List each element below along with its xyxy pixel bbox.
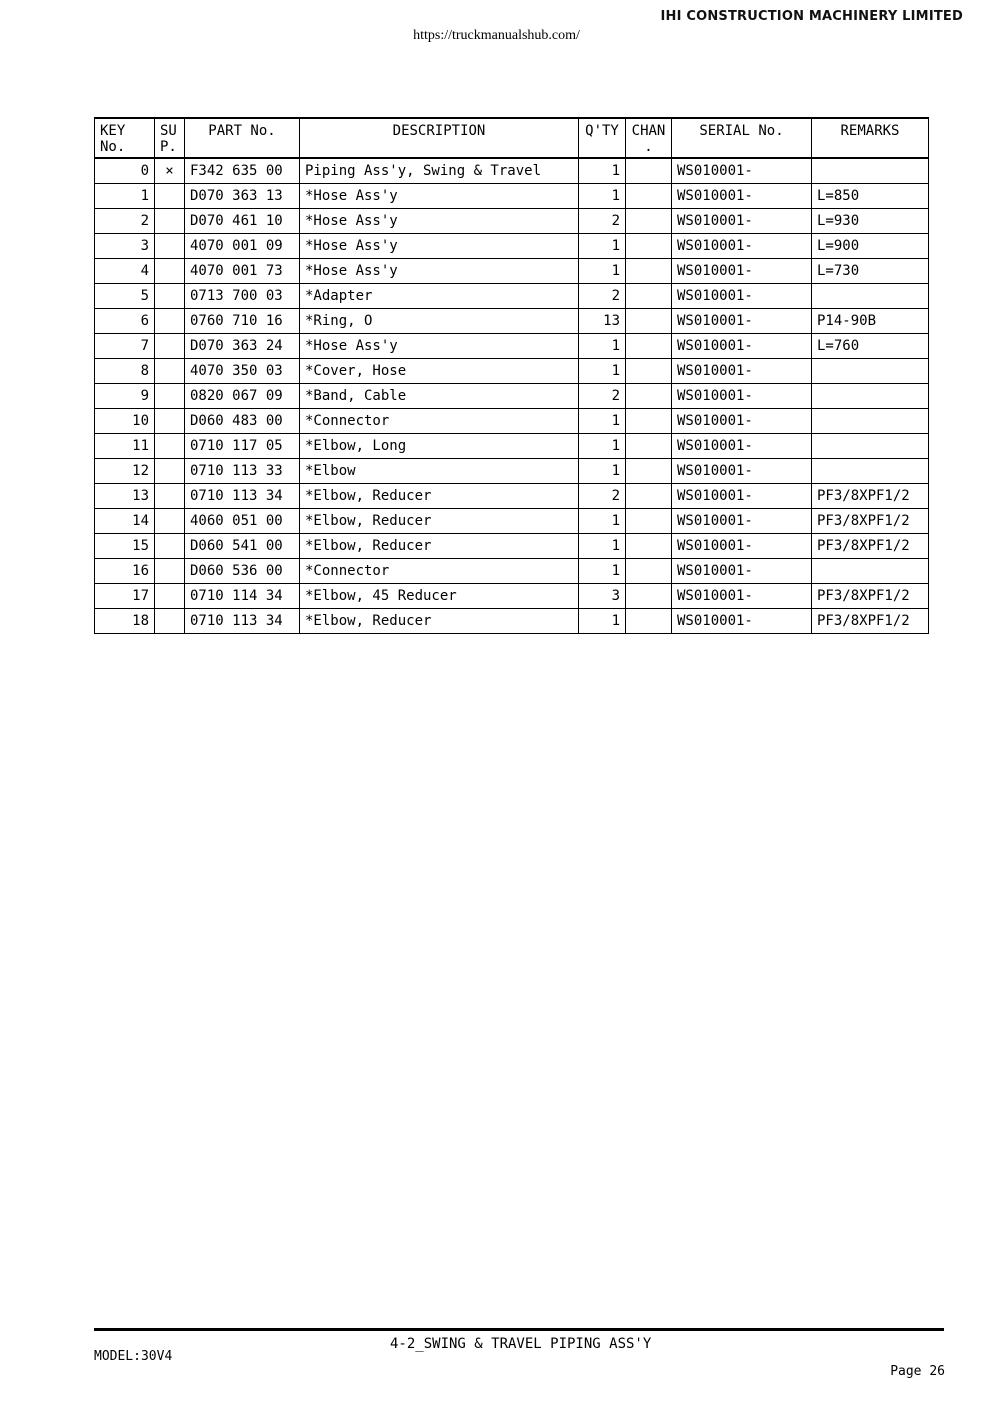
part-number-cell: 0710 113 33 — [185, 459, 300, 484]
part-number-cell: 0820 067 09 — [185, 384, 300, 409]
sup-cell — [155, 359, 185, 384]
change-cell — [626, 158, 672, 184]
description-cell: *Hose Ass'y — [300, 259, 579, 284]
table-row — [95, 534, 929, 559]
sup-cell — [155, 409, 185, 434]
remarks-cell — [812, 384, 929, 409]
quantity-cell: 1 — [579, 509, 626, 534]
table-row — [95, 209, 929, 234]
serial-number-cell: WS010001- — [672, 334, 812, 359]
serial-number-cell: WS010001- — [672, 584, 812, 609]
quantity-cell: 13 — [579, 309, 626, 334]
serial-number-cell: WS010001- — [672, 359, 812, 384]
change-cell — [626, 609, 672, 634]
key-cell: 11 — [95, 434, 155, 459]
column-header-qty — [579, 118, 626, 158]
change-cell — [626, 534, 672, 559]
table-row — [95, 409, 929, 434]
change-cell — [626, 309, 672, 334]
part-number-cell: 0710 114 34 — [185, 584, 300, 609]
description-cell: *Elbow, Reducer — [300, 609, 579, 634]
quantity-cell: 2 — [579, 484, 626, 509]
description-cell: Piping Ass'y, Swing & Travel — [300, 158, 579, 184]
column-header-description — [300, 118, 579, 158]
key-cell: 18 — [95, 609, 155, 634]
key-cell: 4 — [95, 259, 155, 284]
serial-number-cell: WS010001- — [672, 609, 812, 634]
column-header-part-no — [185, 118, 300, 158]
column-header-sup — [155, 118, 185, 158]
column-header-chan — [626, 118, 672, 158]
quantity-cell: 1 — [579, 334, 626, 359]
sup-cell — [155, 384, 185, 409]
quantity-cell: 3 — [579, 584, 626, 609]
description-cell: *Elbow, Reducer — [300, 484, 579, 509]
part-number-cell: 4070 001 09 — [185, 234, 300, 259]
description-cell: *Hose Ass'y — [300, 184, 579, 209]
description-cell: *Elbow, Reducer — [300, 509, 579, 534]
column-header-line: No. — [100, 139, 126, 155]
description-cell: *Hose Ass'y — [300, 209, 579, 234]
column-header-line: SU — [160, 123, 177, 139]
column-header-line: CHAN — [631, 123, 666, 139]
key-cell: 0 — [95, 158, 155, 184]
serial-number-cell: WS010001- — [672, 509, 812, 534]
key-cell: 17 — [95, 584, 155, 609]
change-cell — [626, 559, 672, 584]
key-cell: 1 — [95, 184, 155, 209]
serial-number-cell: WS010001- — [672, 534, 812, 559]
table-row — [95, 158, 929, 184]
remarks-cell — [812, 434, 929, 459]
description-cell: *Adapter — [300, 284, 579, 309]
table-row — [95, 259, 929, 284]
remarks-cell: L=900 — [812, 234, 929, 259]
change-cell — [626, 509, 672, 534]
sup-cell — [155, 434, 185, 459]
change-cell — [626, 459, 672, 484]
quantity-cell: 2 — [579, 284, 626, 309]
column-header-key-no — [95, 118, 155, 158]
change-cell — [626, 484, 672, 509]
remarks-cell: PF3/8XPF1/2 — [812, 509, 929, 534]
source-url: https://truckmanualshub.com/ — [413, 28, 580, 43]
serial-number-cell: WS010001- — [672, 384, 812, 409]
description-cell: *Connector — [300, 559, 579, 584]
footer-divider — [94, 1328, 944, 1331]
sup-cell — [155, 184, 185, 209]
quantity-cell: 1 — [579, 234, 626, 259]
column-header-line: REMARKS — [840, 123, 900, 139]
table-row — [95, 284, 929, 309]
description-cell: *Ring, O — [300, 309, 579, 334]
table-row — [95, 509, 929, 534]
key-cell: 7 — [95, 334, 155, 359]
description-cell: *Band, Cable — [300, 384, 579, 409]
remarks-cell: PF3/8XPF1/2 — [812, 584, 929, 609]
part-number-cell: 0710 117 05 — [185, 434, 300, 459]
column-header-line: SERIAL No. — [699, 123, 784, 139]
part-number-cell: 0710 113 34 — [185, 609, 300, 634]
key-cell: 6 — [95, 309, 155, 334]
change-cell — [626, 359, 672, 384]
quantity-cell: 1 — [579, 158, 626, 184]
quantity-cell: 1 — [579, 259, 626, 284]
change-cell — [626, 209, 672, 234]
change-cell — [626, 434, 672, 459]
part-number-cell: D060 541 00 — [185, 534, 300, 559]
column-header-line: P. — [160, 139, 177, 155]
table-row — [95, 609, 929, 634]
remarks-cell — [812, 359, 929, 384]
serial-number-cell: WS010001- — [672, 484, 812, 509]
part-number-cell: 0713 700 03 — [185, 284, 300, 309]
table-row — [95, 584, 929, 609]
serial-number-cell: WS010001- — [672, 559, 812, 584]
sup-cell — [155, 609, 185, 634]
description-cell: *Hose Ass'y — [300, 334, 579, 359]
part-number-cell: 0760 710 16 — [185, 309, 300, 334]
part-number-cell: D060 536 00 — [185, 559, 300, 584]
key-cell: 13 — [95, 484, 155, 509]
description-cell: *Elbow, 45 Reducer — [300, 584, 579, 609]
key-cell: 9 — [95, 384, 155, 409]
part-number-cell: D070 363 24 — [185, 334, 300, 359]
part-number-cell: D060 483 00 — [185, 409, 300, 434]
table-row — [95, 334, 929, 359]
remarks-cell: PF3/8XPF1/2 — [812, 609, 929, 634]
column-header-line: KEY — [100, 123, 126, 139]
sup-cell — [155, 534, 185, 559]
key-cell: 10 — [95, 409, 155, 434]
table-row — [95, 559, 929, 584]
change-cell — [626, 234, 672, 259]
quantity-cell: 2 — [579, 384, 626, 409]
remarks-cell: L=760 — [812, 334, 929, 359]
part-number-cell: 4070 350 03 — [185, 359, 300, 384]
sup-cell — [155, 559, 185, 584]
table-row — [95, 459, 929, 484]
table-row — [95, 384, 929, 409]
quantity-cell: 1 — [579, 534, 626, 559]
quantity-cell: 2 — [579, 209, 626, 234]
serial-number-cell: WS010001- — [672, 184, 812, 209]
sup-cell — [155, 584, 185, 609]
description-cell: *Connector — [300, 409, 579, 434]
serial-number-cell: WS010001- — [672, 209, 812, 234]
key-cell: 8 — [95, 359, 155, 384]
table-row — [95, 184, 929, 209]
serial-number-cell: WS010001- — [672, 158, 812, 184]
sup-cell — [155, 259, 185, 284]
column-header-line: Q'TY — [585, 123, 619, 139]
table-row — [95, 434, 929, 459]
description-cell: *Elbow, Long — [300, 434, 579, 459]
part-number-cell: F342 635 00 — [185, 158, 300, 184]
description-cell: *Elbow — [300, 459, 579, 484]
key-cell: 12 — [95, 459, 155, 484]
table-row — [95, 309, 929, 334]
serial-number-cell: WS010001- — [672, 259, 812, 284]
description-cell: *Cover, Hose — [300, 359, 579, 384]
change-cell — [626, 284, 672, 309]
footer-model: MODEL:30V4 — [94, 1349, 173, 1364]
sup-cell: × — [155, 158, 185, 184]
quantity-cell: 1 — [579, 434, 626, 459]
remarks-cell — [812, 158, 929, 184]
description-cell: *Hose Ass'y — [300, 234, 579, 259]
sup-cell — [155, 509, 185, 534]
serial-number-cell: WS010001- — [672, 284, 812, 309]
key-cell: 2 — [95, 209, 155, 234]
remarks-cell — [812, 409, 929, 434]
change-cell — [626, 184, 672, 209]
parts-table — [94, 117, 929, 634]
column-header-line: PART No. — [208, 123, 276, 139]
part-number-cell: 0710 113 34 — [185, 484, 300, 509]
remarks-cell: L=930 — [812, 209, 929, 234]
column-header-serial-no — [672, 118, 812, 158]
change-cell — [626, 334, 672, 359]
serial-number-cell: WS010001- — [672, 434, 812, 459]
table-row — [95, 359, 929, 384]
quantity-cell: 1 — [579, 184, 626, 209]
part-number-cell: 4070 001 73 — [185, 259, 300, 284]
quantity-cell: 1 — [579, 559, 626, 584]
brand-header: IHI CONSTRUCTION MACHINERY LIMITED — [660, 9, 963, 24]
change-cell — [626, 384, 672, 409]
remarks-cell: L=850 — [812, 184, 929, 209]
serial-number-cell: WS010001- — [672, 459, 812, 484]
change-cell — [626, 409, 672, 434]
serial-number-cell: WS010001- — [672, 234, 812, 259]
sup-cell — [155, 234, 185, 259]
remarks-cell: PF3/8XPF1/2 — [812, 534, 929, 559]
serial-number-cell: WS010001- — [672, 309, 812, 334]
column-header-remarks — [812, 118, 929, 158]
quantity-cell: 1 — [579, 609, 626, 634]
remarks-cell: P14-90B — [812, 309, 929, 334]
part-number-cell: 4060 051 00 — [185, 509, 300, 534]
table-body — [95, 158, 929, 634]
quantity-cell: 1 — [579, 459, 626, 484]
change-cell — [626, 259, 672, 284]
sup-cell — [155, 209, 185, 234]
table-row — [95, 234, 929, 259]
remarks-cell: L=730 — [812, 259, 929, 284]
key-cell: 16 — [95, 559, 155, 584]
key-cell: 15 — [95, 534, 155, 559]
change-cell — [626, 584, 672, 609]
description-cell: *Elbow, Reducer — [300, 534, 579, 559]
table-header — [95, 118, 929, 158]
remarks-cell — [812, 459, 929, 484]
table-row — [95, 484, 929, 509]
key-cell: 5 — [95, 284, 155, 309]
column-header-line: . — [644, 139, 653, 155]
sup-cell — [155, 284, 185, 309]
part-number-cell: D070 461 10 — [185, 209, 300, 234]
sup-cell — [155, 334, 185, 359]
header-row — [95, 118, 929, 158]
part-number-cell: D070 363 13 — [185, 184, 300, 209]
sup-cell — [155, 309, 185, 334]
serial-number-cell: WS010001- — [672, 409, 812, 434]
key-cell: 3 — [95, 234, 155, 259]
footer-page-number: Page 26 — [890, 1364, 945, 1379]
quantity-cell: 1 — [579, 359, 626, 384]
sup-cell — [155, 484, 185, 509]
footer-section-title: 4-2_SWING & TRAVEL PIPING ASS'Y — [390, 1336, 652, 1352]
column-header-line: DESCRIPTION — [392, 123, 486, 139]
remarks-cell — [812, 284, 929, 309]
quantity-cell: 1 — [579, 409, 626, 434]
remarks-cell: PF3/8XPF1/2 — [812, 484, 929, 509]
sup-cell — [155, 459, 185, 484]
remarks-cell — [812, 559, 929, 584]
key-cell: 14 — [95, 509, 155, 534]
